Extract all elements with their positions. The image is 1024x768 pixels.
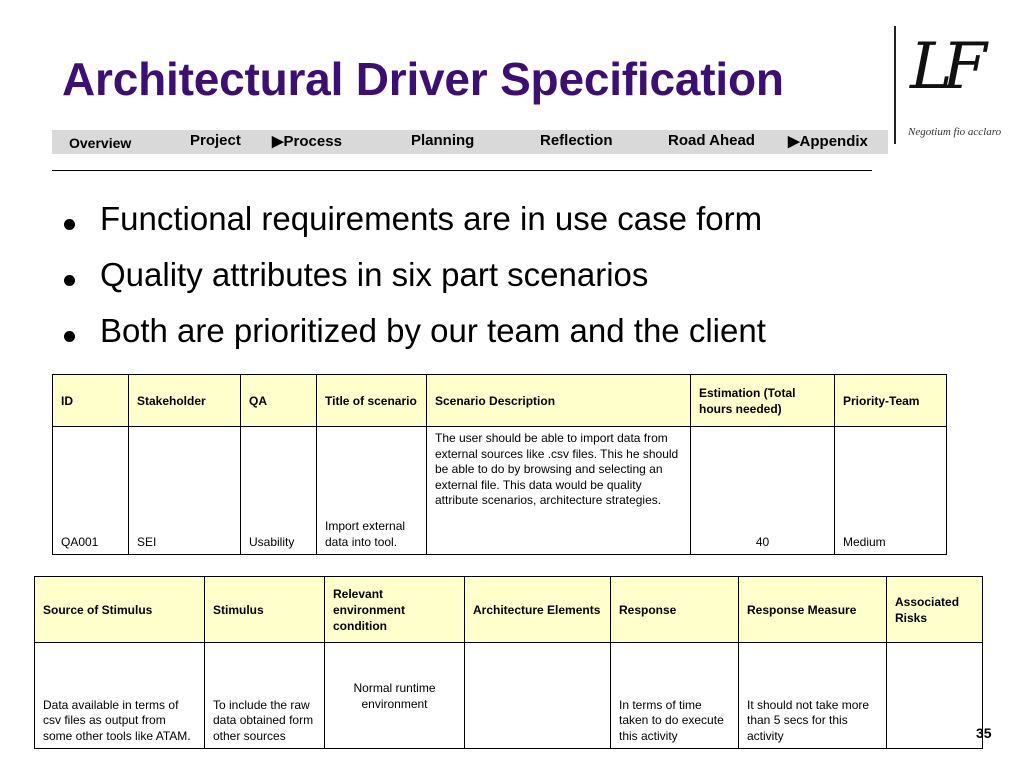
page-number: 35 (976, 725, 992, 741)
table-cell: QA001 (53, 427, 129, 555)
logo-mark: LF (910, 30, 977, 104)
nav-appendix[interactable]: ▶Appendix (788, 133, 868, 150)
bullet-text: Quality attributes in six part scenarios (100, 256, 649, 293)
table-row (35, 643, 983, 749)
table-cell: The user should be able to import data from external sources like .csv files. This he should be able to do by browsing and selecting an external file. This data would be quality attribute scenarios, architecture strategies. (427, 427, 691, 555)
header-cell: Stakeholder (129, 375, 241, 427)
table-cell (887, 643, 983, 749)
table-cell: SEI (129, 427, 241, 555)
nav-reflection[interactable]: Reflection (540, 132, 613, 149)
bullet-dot-icon (64, 331, 75, 342)
scenario-table (52, 374, 947, 555)
nav-overview[interactable]: Overview (69, 135, 132, 151)
table-cell: To include the raw data obtained form other sources (205, 643, 325, 749)
header-cell: Response (611, 577, 739, 643)
table-cell: 40 (691, 427, 835, 555)
header-cell: Stimulus (205, 577, 325, 643)
table-cell: Import external data into tool. (317, 427, 427, 555)
table-cell: It should not take more than 5 secs for this activity (739, 643, 887, 749)
nav-bar (52, 130, 888, 154)
header-cell: QA (241, 375, 317, 427)
bullet-text: Functional requirements are in use case form (100, 200, 763, 237)
header-cell: Estimation (Total hours needed) (691, 375, 835, 427)
table-header-row (35, 577, 983, 643)
nav-divider (52, 170, 872, 171)
nav-project[interactable]: Project (190, 132, 241, 149)
header-cell: ID (53, 375, 129, 427)
header-cell: Source of Stimulus (35, 577, 205, 643)
table-cell: Usability (241, 427, 317, 555)
table-cell: Medium (835, 427, 947, 555)
quality-scenario-table (34, 576, 983, 749)
bullet-dot-icon (64, 275, 75, 286)
bullet-text: Both are prioritized by our team and the client (100, 312, 766, 349)
header-cell: Associated Risks (887, 577, 983, 643)
header-cell: Relevant environment condition (325, 577, 465, 643)
nav-road-ahead[interactable]: Road Ahead (668, 132, 755, 149)
nav-process[interactable]: ▶Process (272, 133, 342, 150)
table-cell: Normal runtime environment (325, 643, 465, 749)
table-row (53, 427, 947, 555)
page-title: Architectural Driver Specification (62, 53, 784, 105)
header-cell: Title of scenario (317, 375, 427, 427)
header-cell: Scenario Description (427, 375, 691, 427)
table-cell (465, 643, 611, 749)
header-cell: Response Measure (739, 577, 887, 643)
header-cell: Priority-Team (835, 375, 947, 427)
header-cell: Architecture Elements (465, 577, 611, 643)
logo (906, 30, 1016, 148)
nav-planning[interactable]: Planning (411, 132, 475, 149)
logo-motto: Negotium fio acclaro (908, 126, 1002, 138)
table-cell: Data available in terms of csv files as output from some other tools like ATAM. (35, 643, 205, 749)
bullet-dot-icon (64, 219, 75, 230)
table-header-row (53, 375, 947, 427)
logo-divider (894, 26, 896, 144)
table-cell: In terms of time taken to do execute this activity (611, 643, 739, 749)
